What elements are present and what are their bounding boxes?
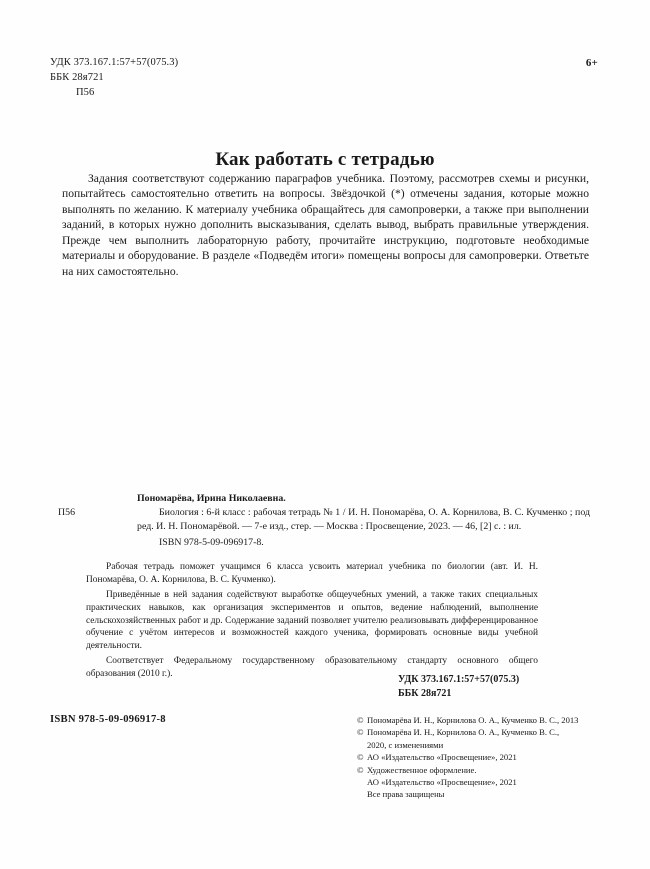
copyright-line-continuation: АО «Издательство «Просвещение», 2021 xyxy=(367,776,517,787)
annotation-paragraph-2: Приведённые в ней задания содействуют выработке общеучебных умений, а также таких специальных практических навыков, как организация экспериментов и опытов, ведение наблюдений, выполнение сельскохозяйственных работ и др. Содержание заданий позволяет учителю реализовывать дифференцированное обучение с учётом интересов и возможностей каждого ученика, формировать основные виды учебной деятельности. xyxy=(86,590,538,651)
copyright-line-text: Художественное оформление. xyxy=(367,764,477,775)
copyright-line-continuation: 2020, с изменениями xyxy=(367,739,444,750)
copyright-icon: © xyxy=(357,752,364,763)
bbk-code-repeat: ББК 28я721 xyxy=(398,688,452,700)
annotation-paragraph-1: Рабочая тетрадь поможет учащимся 6 класса усвоить материал учебника по биологии (авт. И. Н. Пономарёва, О. А. Корнилова, В. С. Кучменко). xyxy=(86,562,538,585)
copyright-line xyxy=(357,764,607,776)
biblio-author-heading: Пономарёва, Ирина Николаевна. xyxy=(137,493,286,504)
copyright-icon: © xyxy=(357,715,364,725)
copyright-line-text: Пономарёва И. Н., Корнилова О. А., Кучменко В. С., xyxy=(367,727,560,738)
biblio-isbn: ISBN 978-5-09-096917-8. xyxy=(159,536,264,548)
age-rating-badge: 6+ xyxy=(585,57,598,69)
copyright-line xyxy=(357,751,607,763)
biblio-body xyxy=(50,506,590,533)
rights-reserved-line: Все права защищены xyxy=(367,789,445,800)
copyright-icon: © xyxy=(357,764,364,775)
copyright-block xyxy=(357,714,607,801)
copyright-icon: © xyxy=(357,727,364,738)
annotation-block xyxy=(86,561,538,681)
udk-code: УДК 373.167.1:57+57(075.3) xyxy=(50,57,179,68)
classification-block xyxy=(50,56,178,101)
copyright-line xyxy=(357,726,607,738)
biblio-description: Биология : 6-й класс : рабочая тетрадь № 1 / И. Н. Пономарёва, О. А. Корнилова, В. С. Кучменко ; под ред. И. Н. Пономарёвой. — 7-е изд., стер. — Москва : Просвещение, 2023. — 46, [2] с. : ил. xyxy=(137,507,590,532)
intro-paragraph: Задания соответствуют содержанию параграфов учебника. Поэтому, рассмотрев схемы и рисунки, попытайтесь самостоятельно ответить на вопросы. Звёздочкой (*) отмечены задания, которые можно выполнять по желанию. К материалу учебника обращайтесь для самопроверки, а также при выполнении заданий, в которых нужно дополнить высказывания, сделать вывод, выбрать правильные утверждения. Прежде чем выполнить лабораторную работу, прочитайте инструкцию, подготовьте необходимые материалы и оборудование. В разделе «Подведём итоги» помещены вопросы для самопроверки. Ответьте на них самостоятельно. xyxy=(62,172,589,278)
copyright-line xyxy=(357,714,607,726)
annotation-paragraph-3: Соответствует Федеральному государственному образовательному стандарту основного общего образования (2010 г.). xyxy=(86,656,538,680)
udk-code-repeat: УДК 373.167.1:57+57(075.3) xyxy=(398,674,520,685)
shelf-code: П56 xyxy=(76,86,95,98)
footer-isbn: ISBN 978-5-09-096917-8 xyxy=(50,714,166,725)
bbk-code: ББК 28я721 xyxy=(50,71,104,83)
classification-repeat-block xyxy=(398,673,519,701)
page-title: Как работать с тетрадью xyxy=(215,148,435,170)
bibliographic-record xyxy=(50,492,590,549)
copyright-line-text: Пономарёва И. Н., Корнилова О. А., Кучменко В. С., 2013 xyxy=(367,715,579,725)
copyright-line-text: АО «Издательство «Просвещение», 2021 xyxy=(367,752,517,763)
biblio-shelf-marker: П56 xyxy=(58,507,76,519)
